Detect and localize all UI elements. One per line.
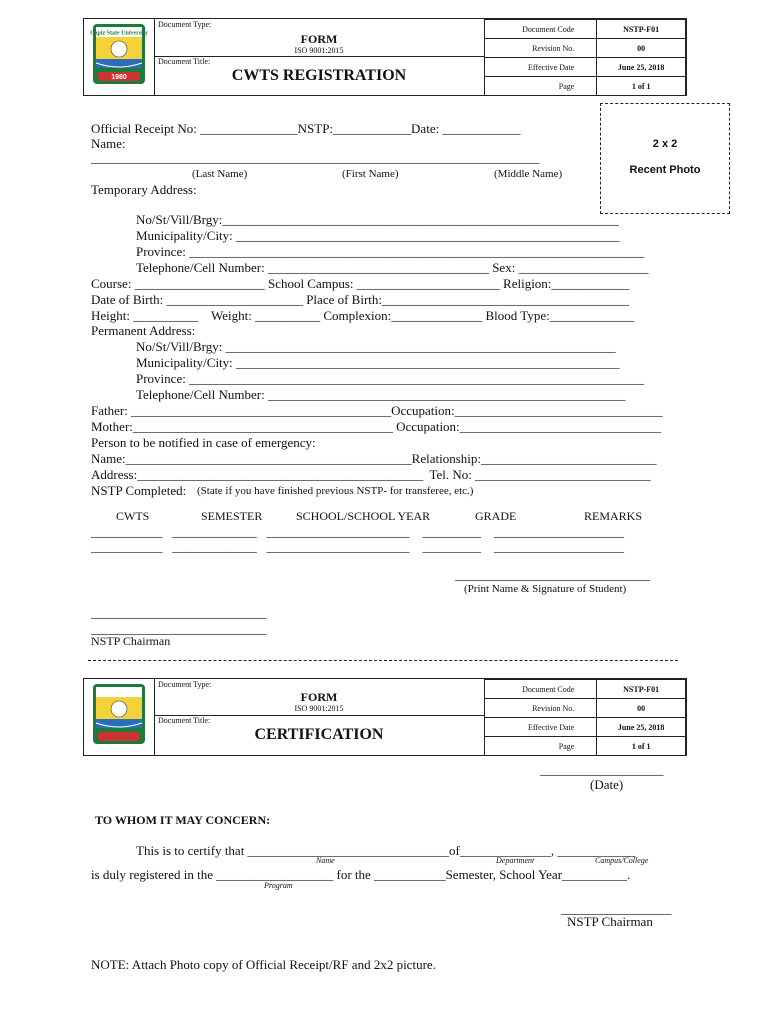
effective-value: June 25, 2018 [597,58,686,77]
name-label: Name: [91,136,126,151]
temp-street-field[interactable]: No/St/Vill/Brgy:_____________________________________________________________ [136,212,619,227]
document-info-table [484,19,686,96]
revision-value-2: 00 [597,699,686,718]
effective-label-2: Effective Date [485,718,597,737]
registered-line[interactable]: is duly registered in the __________________ for the ___________Semester, School Year__________. [91,867,631,882]
effective-label: Effective Date [485,58,597,77]
effective-value-2: June 25, 2018 [597,718,686,737]
cert-date-line[interactable]: ___________________ [540,762,664,777]
certification-header [83,678,687,756]
col-semester: SEMESTER [201,509,263,523]
col-remarks: REMARKS [584,509,643,523]
cut-line [88,660,678,661]
first-name-caption: (First Name) [342,168,399,180]
page-label: Page [485,77,597,96]
code-value-2: NSTP-F01 [597,680,686,699]
perm-address-label: Permanent Address: [91,323,196,338]
code-label: Document Code [485,20,597,39]
logo-text: Capiz State University [90,30,148,37]
document-type: FORM [300,32,338,46]
middle-name-caption: (Middle Name) [494,168,563,180]
perm-telephone-field[interactable]: Telephone/Cell Number: _______________________________________________________ [136,387,626,402]
temp-province-field[interactable]: Province: ______________________________________________________________________ [136,244,645,259]
document-type-2: FORM [300,690,338,704]
attachment-note: NOTE: Attach Photo copy of Official Receipt/RF and 2x2 picture. [91,957,436,972]
student-signature-caption: (Print Name & Signature of Student) [464,583,627,595]
temp-address-label: Temporary Address: [91,182,197,197]
university-logo [84,19,155,95]
father-field[interactable]: Father: ________________________________________Occupation:________________________________ [91,403,663,418]
university-logo-2 [84,679,155,755]
nstp-row-2[interactable]: ___________ _____________ ______________________ _________ ____________________ [91,539,624,554]
revision-label-2: Revision No. [485,699,597,718]
document-title-label-2: Document Title: [158,716,211,725]
chairman-line-2[interactable]: ___________________________ [91,621,267,636]
photo-box [600,103,730,214]
perm-municipality-field[interactable]: Municipality/City: ___________________________________________________________ [136,355,620,370]
sub-campus: Campus/College [595,856,649,865]
document-info-table-2 [484,679,686,756]
sub-name: Name [316,856,335,865]
document-title-label: Document Title: [158,57,211,66]
cert-date-label: (Date) [590,777,624,792]
page-value-2: 1 of 1 [597,737,686,756]
receipt-line[interactable]: Official Receipt No: _______________NSTP:____________Date: ____________ [91,121,521,136]
photo-caption: Recent Photo [629,164,701,176]
chairman-line-1[interactable]: ___________________________ [91,605,267,620]
document-title: CWTS REGISTRATION [231,67,407,84]
perm-province-field[interactable]: Province: ______________________________________________________________________ [136,371,645,386]
document-type-label: Document Type: [158,20,212,29]
last-name-caption: (Last Name) [192,168,248,180]
course-campus-religion-field[interactable]: Course: ____________________ School Campus: ______________________ Religion:____________ [91,276,630,291]
document-header [83,18,687,96]
emergency-label: Person to be notified in case of emergency: [91,435,316,450]
perm-street-field[interactable]: No/St/Vill/Brgy: ____________________________________________________________ [136,339,616,354]
code-value: NSTP-F01 [597,20,686,39]
page-value: 1 of 1 [597,77,686,96]
certify-line[interactable]: This is to certify that _______________________________of______________, ____________ [136,843,636,858]
page-label-2: Page [485,737,597,756]
nstp-completed-note: (State if you have finished previous NSTP- for transferee, etc.) [197,485,474,497]
logo-year: 1980 [111,74,127,81]
emergency-name-field[interactable]: Name:____________________________________________Relationship:___________________________ [91,451,657,466]
to-whom-heading: TO WHOM IT MAY CONCERN: [95,813,271,827]
code-label-2: Document Code [485,680,597,699]
cert-chairman-line[interactable]: _________________ [561,901,672,916]
col-grade: GRADE [475,509,517,523]
nstp-completed-label: NSTP Completed: [91,483,187,498]
document-type-label-2: Document Type: [158,680,212,689]
nstp-row-1[interactable]: ___________ _____________ ______________________ _________ ____________________ [91,524,624,539]
temp-municipality-field[interactable]: Municipality/City: ___________________________________________________________ [136,228,620,243]
sub-department: Department [496,856,535,865]
mother-field[interactable]: Mother:________________________________________ Occupation:_______________________________ [91,419,662,434]
col-school-year: SCHOOL/SCHOOL YEAR [296,509,431,523]
chairman-label: NSTP Chairman [91,634,171,648]
revision-label: Revision No. [485,39,597,58]
sub-program: Program [264,881,293,890]
temp-telephone-sex-field[interactable]: Telephone/Cell Number: __________________________________ Sex: ____________________ [136,260,649,275]
student-signature-line[interactable]: ______________________________ [455,567,650,582]
revision-value: 00 [597,39,686,58]
photo-size: 2 x 2 [652,138,678,150]
physical-field[interactable]: Height: __________ Weight: __________ Complexion:______________ Blood Type:_____________ [91,308,635,323]
birth-field[interactable]: Date of Birth: _____________________ Place of Birth:______________________________________ [91,292,630,307]
cert-chairman-label: NSTP Chairman [567,914,653,929]
emergency-address-field[interactable]: Address:____________________________________________ Tel. No: ___________________________ [91,467,651,482]
iso-label: ISO 9001:2015 [294,46,344,55]
col-cwts: CWTS [116,509,150,523]
document-title-2: CERTIFICATION [254,726,384,743]
iso-label-2: ISO 9001:2015 [294,704,344,713]
name-field[interactable]: _____________________________________________________________________ [91,150,540,165]
